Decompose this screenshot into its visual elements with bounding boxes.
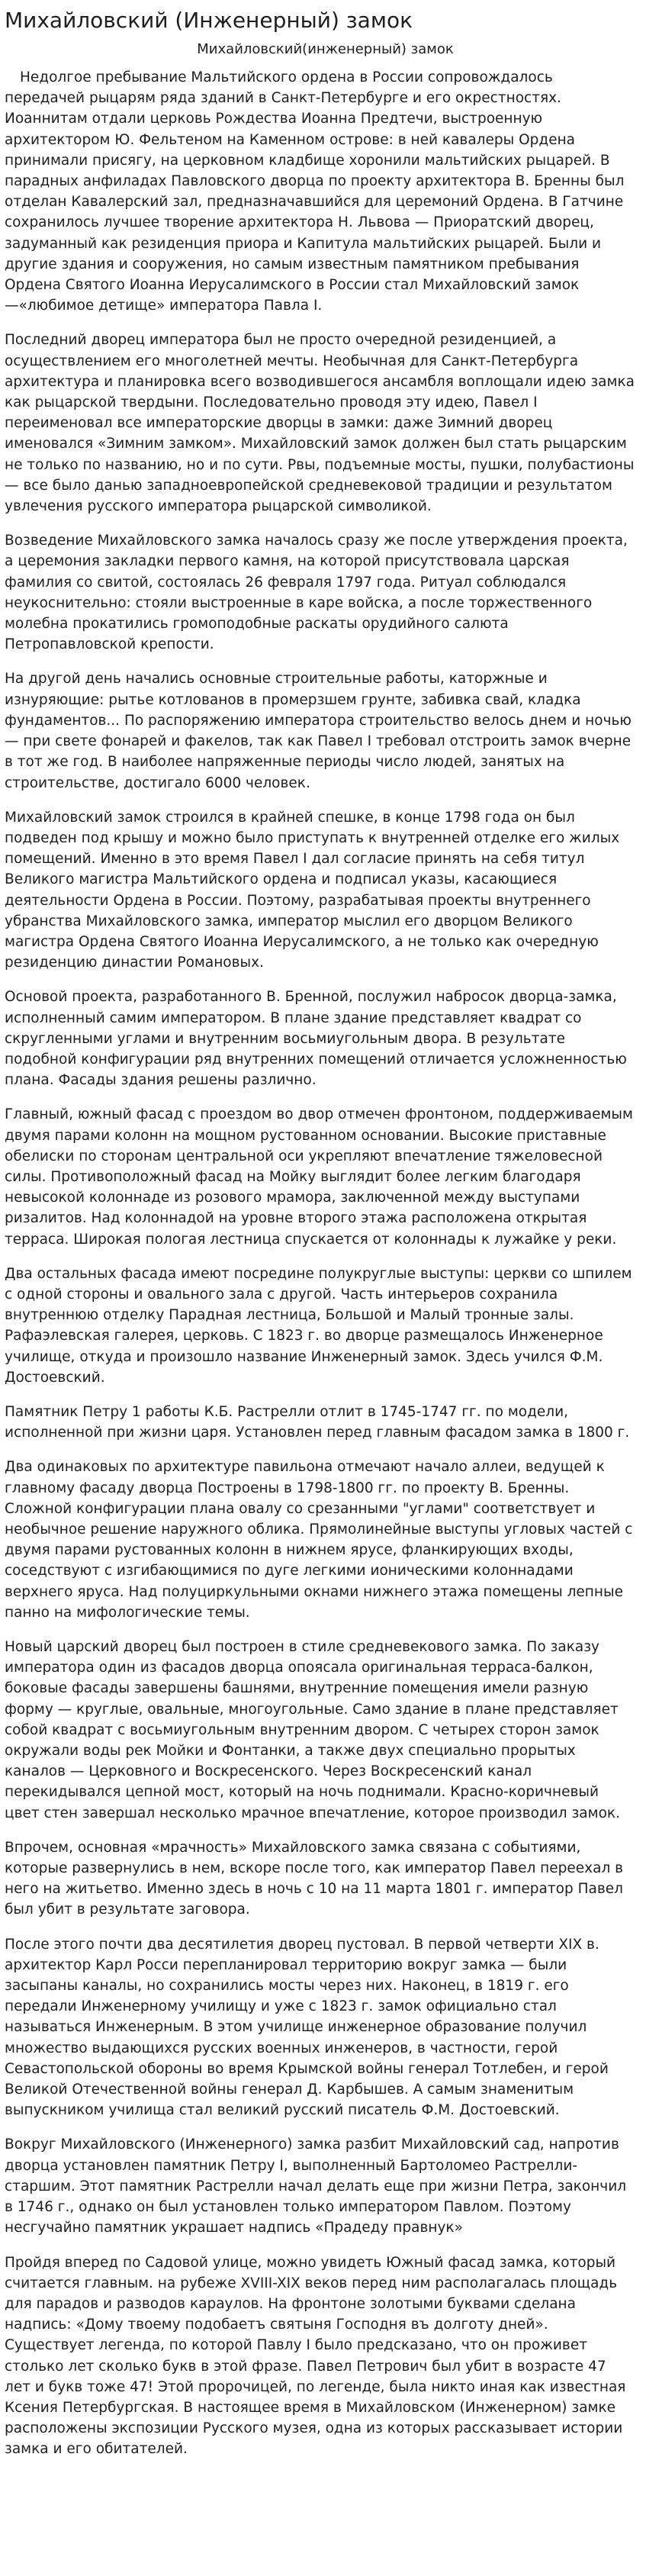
article-paragraph: Пройдя вперед по Садовой улице, можно увидеть Южный фасад замка, который считается главным. на рубеже XVIII-XIX веков перед ним располагалась площадь для парадов и разводов караулов. На фронтоне золотыми буквами сделана надпись: «Дому твоему подобаетъ святыня Господня въ долготу дней». Существует легенда, по которой Павлу I было предсказано, что он проживет столько лет сколько букв в этой фразе. Павел Петрович был убит в возрасте 47 лет и букв тоже 47! Этой пророчицей, по легенде, была никто иная как известная Ксения Петербургская. В настоящее время в Михайловском (Инженерном) замке расположены экспозиции Русского музея, одна из которых рассказывает истории замка и его обитателей. bbox=[5, 2254, 626, 2458]
article-paragraph: После этого почти два десятилетия дворец пустовал. В первой четверти XIX в. архитектор Карл Росси перепланировал территорию вокруг замка — были засыпаны каналы, но сохранились мосты через них. Наконец, в 1819 г. его передали Инженерному училищу и уже с 1823 г. замок официально стал называться Инженерным. В этом училище инженерное образование получил множество выдающихся русских военных инженеров, в частности, герой Севастопольской обороны во время Крымской войны генерал Тотлебен, и герой Великой Отечественной войны генерал Д. Карбышев. А самым знаменитым выпускником училища стал великий русский писатель Ф.М. Достоевский. bbox=[5, 1936, 609, 2119]
article-paragraph: На другой день начались основные строительные работы, каторжные и изнуряющие: рытье котлованов в промерзшем грунте, забивка свай, кладка фундаментов... По распоряжению императора строительство велось днем и ночью — при свете фонарей и факелов, так как Павел I требовал отстроить замок вчерне в тот же год. В наиболее напряженные периоды число людей, занятых на строительстве, достигало 6000 человек. bbox=[5, 671, 632, 791]
article-paragraph: Основой проекта, разработанного В. Бренной, послужил набросок дворца-замка, исполненный самим императором. В плане здание представляет квадрат со скругленными углами и внутренним восьмиугольным двора. В результате подобной конфигурации ряд внутренних помещений отличается усложненностью плана. Фасады здания решены различно. bbox=[5, 989, 627, 1089]
article-paragraph: Впрочем, основная «мрачность» Михайловского замка связана с событиями, которые развернулись в нем, вскоре после того, как император Павел переехал в него на житьетво. Именно здесь в ночь с 10 на 11 марта 1801 г. император Павел был убит в результате заговора. bbox=[5, 1839, 624, 1918]
article-paragraph: Новый царский дворец был построен в стиле средневекового замка. По заказу императора один из фасадов дворца опоясала оригинальная терраса-балкон, боковые фасады завершены башнями, внутренние помещения имели разную форму — круглые, овальные, многоугольные. Само здание в плане представляет собой квадрат с восьмиугольным внутренним двором. С четырех сторон замок окружали воды рек Мойки и Фонтанки, а также двух специально прорытых каналов — Церковного и Воскресенского. Через Воскресенский канал перекидывался цепной мост, который на ночь поднимали. Красно-коричневый цвет стен завершал несколько мрачное впечатление, которое производил замок. bbox=[5, 1639, 620, 1821]
article-paragraph: Возведение Михайловского замка началось сразу же после утверждения проекта, а церемония закладки первого камня, на которой присутствовала царская фамилия со свитой, состоялась 26 февраля 1797 года. Ритуал соблюдался неукоснительно: стояли выстроенные в каре войска, а после торжественного молебна прокатились громоподобные раскаты орудийного салюта Петропавловской крепости. bbox=[5, 533, 628, 653]
article-paragraph: Михайловский замок строился в крайней спешке, в конце 1798 года он был подведен под крышу и можно было приступать к внутренней отделке его жилых помещений. Именно в это время Павел I дал согласие принять на себя титул Великого магистра Мальтийского ордена и подписал указы, касающиеся деятельности Ордена в России. Поэтому, разрабатывая проекты внутреннего убранства Михайловского замка, император мыслил его дворцом Великого магистра Ордена Святого Иоанна Иерусалимского, а не только как очередную резиденцию династии Романовых. bbox=[5, 809, 620, 971]
article-paragraph: Недолгое пребывание Мальтийского ордена в России сопровождалось передачей рыцарям ряда зданий в Санкт-Петербурге и его окрестностях. Иоаннитам отдали церковь Рождества Иоанна Предтечи, выстроенную архитектором Ю. Фельтеном на Каменном острове: в ней кавалеры Ордена принимали присягу, на церковном кладбище хоронили мальтийских рыцарей. В парадных анфиладах Павловского дворца по проекту архитектора В. Бренны был отделан Кавалерский зал, предназначавшийся для церемоний Ордена. В Гатчине сохранилось лучшее творение архитектора Н. Львова — Приоратский дворец, задуманный как резиденция приора и Капитула мальтийских рыцарей. Были и другие здания и сооружения, но самым известным памятником пребывания Ордена Святого Иоанна Иерусалимского в России стал Михайловский замок—«любимое детище» императора Павла I. bbox=[5, 69, 625, 314]
article-paragraph: Последний дворец императора был не просто очередной резиденцией, а осуществлением его многолетней мечты. Необычная для Санкт-Петербурга архитектура и планировка всего возводившегося ансамбля воплощали идею замка как рыцарской твердыни. Последовательно проводя эту идею, Павел I переименовал все императорские дворцы в замки: даже Зимний дворец именовался «Зимним замком». Михайловский замок должен был стать рыцарским не только по названию, но и по сути. Рвы, подъемные мосты, пушки, полубастионы — все было данью западноевропейской средневековой традиции и результатом увлечения русского императора рыцарской символикой. bbox=[5, 332, 635, 515]
page-subtitle: Михайловский(инженерный) замок bbox=[197, 41, 454, 57]
article-paragraph: Вокруг Михайловского (Инженерного) замка разбит Михайловский сад, напротив дворца установлен памятник Петру I, выполненный Бартоломео Растрелли-старшим. Этот памятник Растрелли начал делать еще при жизни Петра, закончил в 1746 г., однако он был установлен только императором Павлом. Поэтому несгучайно памятник украшает надпись «Прадеду правнук» bbox=[5, 2136, 627, 2236]
article-body bbox=[5, 67, 646, 2460]
article-paragraph: Памятник Петру 1 работы К.Б. Растрелли отлит в 1745-1747 гг. по модели, исполненной при жизни царя. Установлен перед главным фасадом замка в 1800 г. bbox=[5, 1403, 630, 1441]
article-paragraph: Главный, южный фасад с проездом во двор отмечен фронтоном, поддерживаемым двумя парами колонн на мощном рустованном основании. Высокие приставные обелиски по сторонам центральной оси укрепляют впечатление тяжеловесной силы. Противоположный фасад на Мойку выглядит более легким благодаря невысокой колоннаде из розового мрамора, заключенной между выступами ризалитов. Над колоннадой на уровне второго этажа расположена открытая терраса. Широкая пологая лестница спускается от колоннады к лужайке у реки. bbox=[5, 1106, 633, 1248]
article-paragraph: Два остальных фасада имеют посредине полукруглые выступы: церкви со шпилем с одной стороны и овального зала с другой. Часть интерьеров сохранила внутреннюю отделку Парадная лестница, Большой и Малый тронные залы. Рафаэлевская галерея, церковь. С 1823 г. во дворце размещалось Инженерное училище, откуда и произошло название Инженерный замок. Здесь учился Ф.М. Достоевский. bbox=[5, 1265, 632, 1386]
page-title: Михайловский (Инженерный) замок bbox=[5, 8, 413, 33]
article-paragraph: Два одинаковых по архитектуре павильона отмечают начало аллеи, ведущей к главному фасаду дворца Построены в 1798-1800 гг. по проекту В. Бренны. Сложной конфигурации плана овалу со срезанными "углами" соответствует и необычное решение наружного облика. Прямолинейные выступы угловых частей с двумя парами рустованных колонн в нижнем ярусе, фланкирующих входы, соседствуют с изгибающимися по дуге легкими ионическими колоннадами верхнего яруса. Над полуциркульными окнами нижнего этажа помещены лепные панно на мифологические темы. bbox=[5, 1459, 633, 1621]
